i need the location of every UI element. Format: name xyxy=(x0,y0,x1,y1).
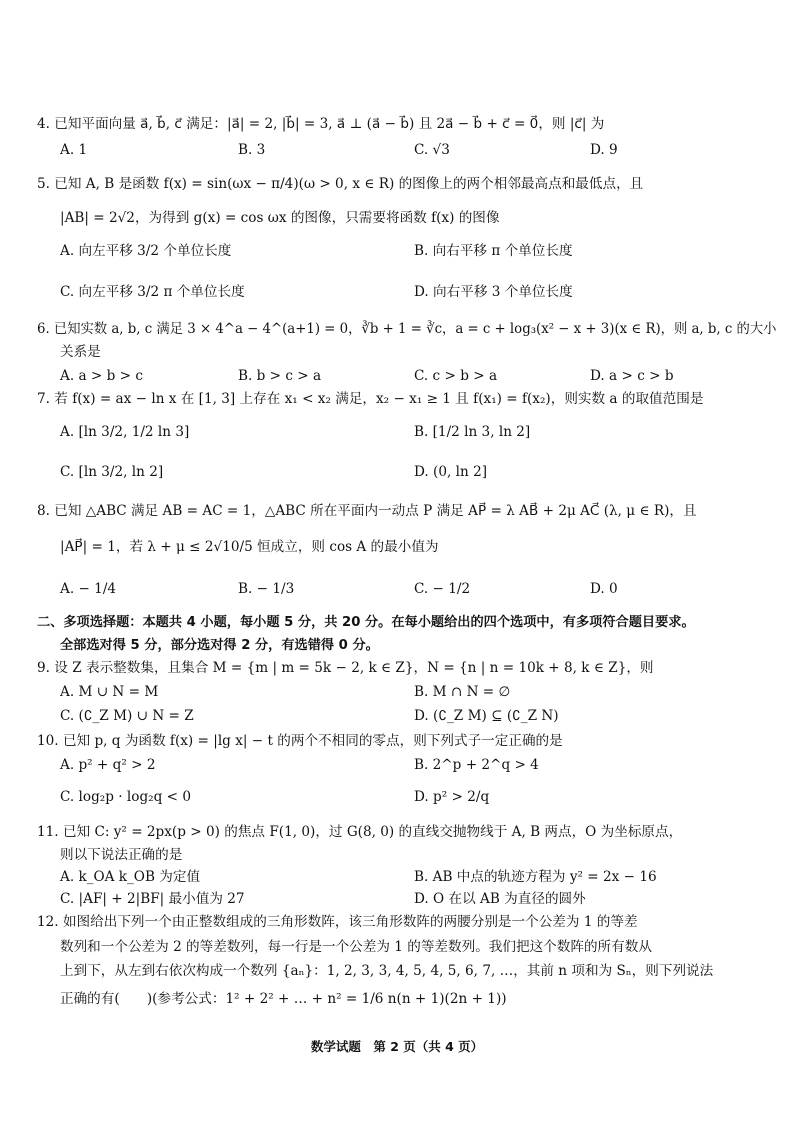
question-7-option-b: B. [1/2 ln 3, ln 2] xyxy=(414,424,531,440)
question-6-option-a: A. a > b > c xyxy=(60,368,143,384)
question-9-option-b: B. M ∩ N = ∅ xyxy=(414,684,511,700)
question-9-option-c: C. (∁_Z M) ∪ N = Z xyxy=(60,708,194,724)
question-10-option-a: A. p² + q² > 2 xyxy=(60,757,156,773)
question-4-option-a: A. 1 xyxy=(60,142,88,158)
question-6-option-c: C. c > b > a xyxy=(414,368,498,384)
question-12-stem-3: 上到下，从左到右依次构成一个数列 {aₙ}：1, 2, 3, 3, 4, 5, 4, 5, 6, 7, …，其前 n 项和为 Sₙ，则下列说法 xyxy=(60,963,714,979)
question-6-option-d: D. a > c > b xyxy=(590,368,674,384)
question-12-stem-4: 正确的有( )(参考公式：1² + 2² + … + n² = 1/6 n(n + 1)(2n + 1)) xyxy=(60,991,507,1007)
section-2-instructions: 全部选对得 5 分，部分选对得 2 分，有选错得 0 分。 xyxy=(60,638,379,653)
question-4-option-c: C. √3 xyxy=(414,142,450,158)
question-6-option-b: B. b > c > a xyxy=(238,368,322,384)
question-7-option-d: D. (0, ln 2] xyxy=(414,464,488,480)
question-10-option-c: C. log₂p · log₂q < 0 xyxy=(60,789,191,805)
question-9-stem: 9. 设 Z 表示整数集，且集合 M = {m | m = 5k − 2, k ∈ Z}，N = {n | n = 10k + 8, k ∈ Z}，则 xyxy=(37,660,654,676)
question-11-option-c: C. |AF| + 2|BF| 最小值为 27 xyxy=(60,891,245,907)
question-4-option-b: B. 3 xyxy=(238,142,266,158)
page-footer: 数学试题 第 2 页（共 4 页） xyxy=(310,1039,484,1054)
question-10-option-d: D. p² > 2/q xyxy=(414,789,490,805)
question-5-option-b: B. 向右平移 π 个单位长度 xyxy=(414,243,573,259)
question-9-option-d: D. (∁_Z M) ⊆ (∁_Z N) xyxy=(414,708,559,724)
question-11-option-b: B. AB 中点的轨迹方程为 y² = 2x − 16 xyxy=(414,869,657,885)
question-10-option-b: B. 2^p + 2^q > 4 xyxy=(414,757,539,773)
question-4-option-d: D. 9 xyxy=(590,142,618,158)
question-6-stem-1: 6. 已知实数 a, b, c 满足 3 × 4^a − 4^(a+1) = 0，∛b + 1 = ∛c，a = c + log₃(x² − x + 3)(x ∈ R)，则 a, b, c 的大小 xyxy=(37,321,777,337)
question-7-option-c: C. [ln 3/2, ln 2] xyxy=(60,464,164,480)
question-11-stem-1: 11. 已知 C: y² = 2px(p > 0) 的焦点 F(1, 0)，过 G(8, 0) 的直线交抛物线于 A, B 两点，O 为坐标原点， xyxy=(37,824,683,840)
question-8-option-d: D. 0 xyxy=(590,581,618,597)
question-8-stem-1: 8. 已知 △ABC 满足 AB = AC = 1，△ABC 所在平面内一动点 P 满足 AP⃗ = λ AB⃗ + 2μ AC⃗ (λ, μ ∈ R)，且 xyxy=(37,503,697,519)
question-5-stem-1: 5. 已知 A, B 是函数 f(x) = sin(ωx − π/4)(ω > 0, x ∈ R) 的图像上的两个相邻最高点和最低点，且 xyxy=(37,176,644,192)
question-5-option-d: D. 向右平移 3 个单位长度 xyxy=(414,284,573,300)
question-6-stem-2: 关系是 xyxy=(60,344,101,360)
question-9-option-a: A. M ∪ N = M xyxy=(60,684,159,700)
question-8-stem-2: |AP⃗| = 1，若 λ + μ ≤ 2√10/5 恒成立，则 cos A 的最小值为 xyxy=(60,539,439,555)
question-11-option-d: D. O 在以 AB 为直径的圆外 xyxy=(414,891,586,907)
question-8-option-c: C. − 1/2 xyxy=(414,581,471,597)
question-8-option-b: B. − 1/3 xyxy=(238,581,295,597)
question-11-option-a: A. k_OA k_OB 为定值 xyxy=(60,869,201,885)
question-12-stem-1: 12. 如图给出下列一个由正整数组成的三角形数阵，该三角形数阵的两腰分别是一个公差为 1 的等差 xyxy=(37,914,638,930)
question-5-stem-2: |AB| = 2√2，为得到 g(x) = cos ωx 的图像，只需要将函数 f(x) 的图像 xyxy=(60,210,500,226)
question-12-stem-2: 数列和一个公差为 2 的等差数列，每一行是一个公差为 1 的等差数列。我们把这个数阵的所有数从 xyxy=(60,939,652,955)
section-2-heading: 二、多项选择题：本题共 4 小题，每小题 5 分，共 20 分。在每小题给出的四个选项中，有多项符合题目要求。 xyxy=(37,615,695,630)
question-10-stem: 10. 已知 p, q 为函数 f(x) = |lg x| − t 的两个不相同的零点，则下列式子一定正确的是 xyxy=(37,733,563,749)
question-5-option-a: A. 向左平移 3/2 个单位长度 xyxy=(60,243,232,259)
question-5-option-c: C. 向左平移 3/2 π 个单位长度 xyxy=(60,284,245,300)
question-8-option-a: A. − 1/4 xyxy=(60,581,117,597)
question-4-stem: 4. 已知平面向量 a⃗, b⃗, c⃗ 满足：|a⃗| = 2, |b⃗| = 3, a⃗ ⊥ (a⃗ − b⃗) 且 2a⃗ − b⃗ + c⃗ = 0⃗，则 |c⃗| 为 xyxy=(37,116,605,132)
question-7-option-a: A. [ln 3/2, 1/2 ln 3] xyxy=(60,424,190,440)
question-7-stem: 7. 若 f(x) = ax − ln x 在 [1, 3] 上存在 x₁ < x₂ 满足，x₂ − x₁ ≥ 1 且 f(x₁) = f(x₂)，则实数 a 的取值范围是 xyxy=(37,391,704,407)
question-11-stem-2: 则以下说法正确的是 xyxy=(60,847,183,863)
